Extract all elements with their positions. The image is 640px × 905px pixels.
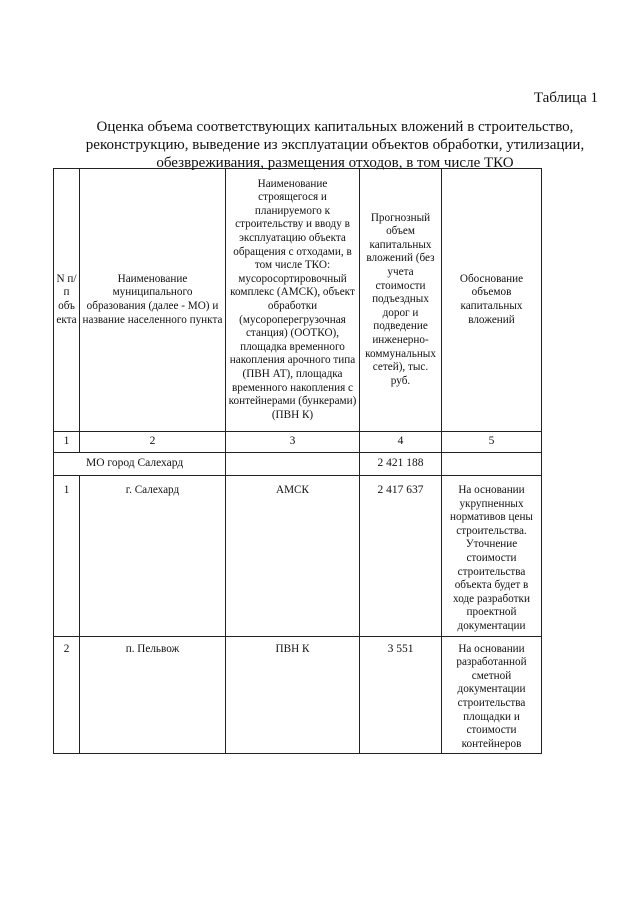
document-title [55, 118, 615, 172]
column-number: 3 [226, 432, 360, 453]
header-row [54, 169, 542, 432]
table-label: Таблица 1 [533, 90, 598, 106]
column-number: 2 [80, 432, 226, 453]
row-locality: п. Пельвож [80, 636, 226, 754]
header-object: Наименование строящегося и планируемого к строительству и вводу в эксплуатацию объекта обращения с отходами, в том числе ТКО: мусоросортировочный комплекс (АМСК), объект обработки (мусороперегрузочная станция) (ООТКО), площадка временного накопления арочного типа (ПВН АТ), площадка временного накопления с контейнерами (бункерами) (ПВН К) [226, 169, 360, 432]
row-amount: 2 417 637 [360, 476, 442, 637]
row-basis: На основании разработанной сметной документации строительства площадки и стоимости контейнеров [442, 636, 542, 754]
title-line: Оценка объема соответствующих капитальных вложений в строительство, [96, 119, 574, 135]
row-number: 2 [54, 636, 80, 754]
title-line: реконструкцию, выведение из эксплуатации объектов обработки, утилизации, [85, 137, 585, 153]
header-investment: Прогнозный объем капитальных вложений (без учета стоимости подъездных дорог и подведение инженерно-коммунальных сетей), тыс. руб. [360, 169, 442, 432]
header-number: N п/п объекта [54, 169, 80, 432]
total-object [226, 453, 360, 476]
row-object: ПВН К [226, 636, 360, 754]
row-basis: На основании укрупненных нормативов цены строительства. Уточнение стоимости строительства объекта будет в ходе разработки проектной документации [442, 476, 542, 637]
total-basis [442, 453, 542, 476]
column-number: 4 [360, 432, 442, 453]
total-amount: 2 421 188 [360, 453, 442, 476]
row-number: 1 [54, 476, 80, 637]
column-number: 5 [442, 432, 542, 453]
row-amount: 3 551 [360, 636, 442, 754]
column-number-row [54, 432, 542, 453]
total-municipality: МО город Салехард [54, 453, 226, 476]
total-row [54, 453, 542, 476]
row-locality: г. Салехард [80, 476, 226, 637]
header-basis: Обоснование объемов капитальных вложений [442, 169, 542, 432]
title-line: обезвреживания, размещения отходов, в том числе ТКО [156, 155, 514, 171]
capital-investment-table [53, 168, 542, 754]
header-municipality: Наименование муниципального образования (далее - МО) и название населенного пункта [80, 169, 226, 432]
table-row [54, 636, 542, 754]
table-row [54, 476, 542, 637]
column-number: 1 [54, 432, 80, 453]
row-object: АМСК [226, 476, 360, 637]
